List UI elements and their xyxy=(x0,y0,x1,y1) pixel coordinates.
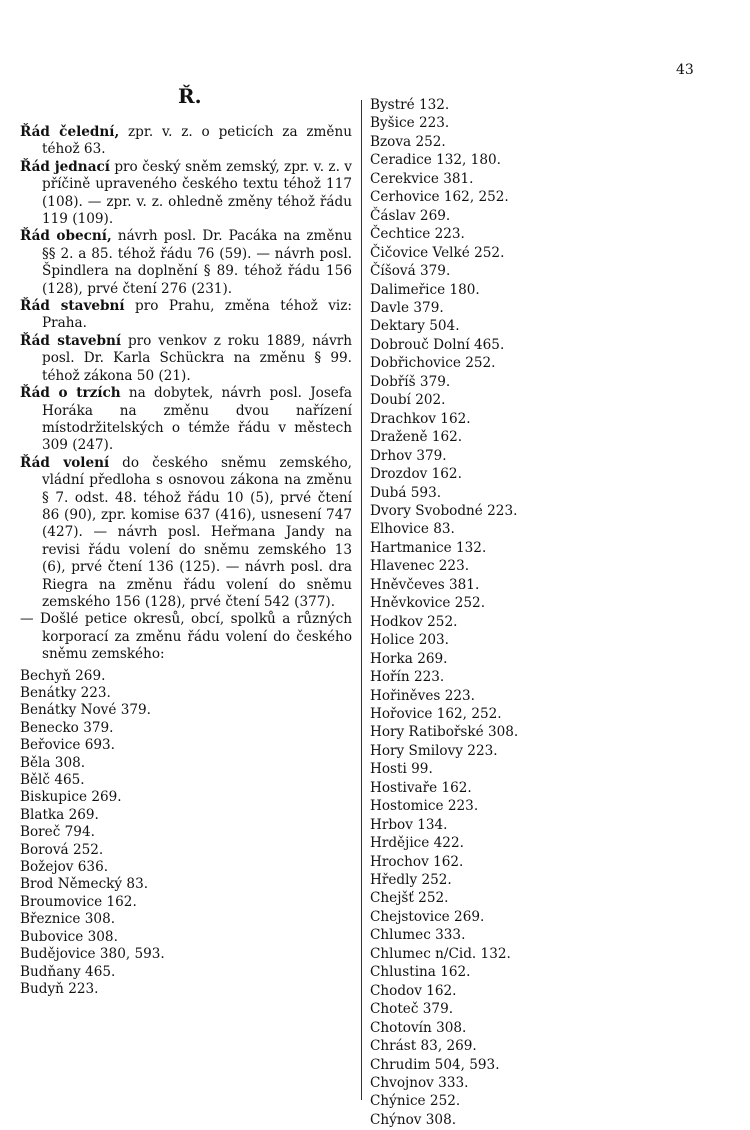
place-entry: Budějovice 380, 593. xyxy=(20,946,165,963)
place-entry: Chlumec n/Cid. 132. xyxy=(370,945,511,962)
index-entry xyxy=(20,333,352,385)
place-entry: Hořiněves 223. xyxy=(370,687,475,704)
left-column xyxy=(20,124,352,998)
place-entry: Hněvčeves 381. xyxy=(370,576,480,593)
place-entry: Broumovice 162. xyxy=(20,893,137,910)
place-entry: Hrbov 134. xyxy=(370,816,448,833)
place-entry: Hosti 99. xyxy=(370,761,433,778)
place-entry: Chlustina 162. xyxy=(370,964,471,981)
place-entry: Benátky 223. xyxy=(20,685,111,701)
entry-heading: Řád stavební xyxy=(20,332,122,349)
place-entry: Chodov 162. xyxy=(370,982,457,999)
place-entry: Hořín 223. xyxy=(370,669,445,686)
place-entry: Bubovice 308. xyxy=(20,928,118,945)
place-entry: Hartmanice 132. xyxy=(370,539,487,556)
place-entry: Holice 203. xyxy=(370,632,449,649)
place-entry: Bělč 465. xyxy=(20,772,85,789)
page-number: 43 xyxy=(676,62,694,78)
place-entry: Čáslav 269. xyxy=(370,207,451,224)
index-entry xyxy=(20,124,352,159)
index-entry xyxy=(20,611,352,663)
place-entry: Hodkov 252. xyxy=(370,613,458,630)
entry-text: do českého sněmu zemského, vládní předloha s osnovou zákona na změnu § 7. odst. 48. téhož řádu 10 (5), prvé čtení 86 (90), zpr. komise 637 (416), usnesení 747 (427). — návrh posl. Heřmana Jandy na revisi řádu volení do sněmu zemského 13 (6), prvé čtení 136 (125). — návrh posl. dra Riegra na změnu řádu volení do sněmu zemského 156 (128), prvé čtení 542 (377). xyxy=(42,454,352,610)
place-entry: Hlavenec 223. xyxy=(370,558,470,575)
entry-heading: Řád obecní, xyxy=(20,228,112,245)
index-entry xyxy=(20,385,352,455)
petition-place-list xyxy=(20,668,352,999)
entry-heading: Řád čelední, xyxy=(20,124,120,140)
entry-heading: Řád jednací xyxy=(20,158,110,175)
place-entry: Chejšť 252. xyxy=(370,890,449,907)
place-entry: Hostivaře 162. xyxy=(370,779,472,796)
place-entry: Chýnice 252. xyxy=(370,1093,461,1110)
place-entry: Dalimeřice 180. xyxy=(370,281,480,298)
place-entry: Číšová 379. xyxy=(370,263,451,280)
index-entry xyxy=(20,298,352,333)
right-column-place-list xyxy=(370,96,570,1129)
place-entry: Byšice 223. xyxy=(370,115,450,132)
place-entry: Chýnov 308. xyxy=(370,1111,457,1128)
entry-text: pro Prahu, změna téhož viz: Praha. xyxy=(42,298,353,332)
place-entry: Ceradice 132, 180. xyxy=(370,152,501,169)
place-entry: Čechtice 223. xyxy=(370,226,465,243)
entry-heading: Řád stavební xyxy=(20,298,125,315)
place-entry: Drhov 379. xyxy=(370,447,447,464)
place-entry: Dobřichovice 252. xyxy=(370,355,496,372)
entry-text: na dobytek, návrh posl. Josefa Horáka na změnu dvou nařízení místodržitelských o témže řádu v městech 309 (247). xyxy=(42,385,352,454)
place-entry: Drozdov 162. xyxy=(370,466,462,483)
place-entry: Dobrouč Dolní 465. xyxy=(370,336,505,353)
place-entry: Hořovice 162, 252. xyxy=(370,705,502,722)
place-entry: Hory Smilovy 223. xyxy=(370,742,498,759)
place-entry: Chejstovice 269. xyxy=(370,908,485,925)
place-entry: Březnice 308. xyxy=(20,911,116,928)
entry-text: návrh posl. Dr. Pacáka na změnu §§ 2. a 85. téhož řádu 76 (59). — návrh posl. Špindlera na doplnění § 89. téhož řádu 156 (128), prvé čtení 276 (231). xyxy=(42,228,353,297)
place-entry: Bechyň 269. xyxy=(20,667,106,684)
place-entry: Choteč 379. xyxy=(370,1001,454,1018)
place-entry: Boreč 794. xyxy=(20,824,95,841)
entry-text: — Došlé petice okresů, obcí, spolků a různých korporací za změnu řádu volení do českého sněmu zemského: xyxy=(20,611,352,663)
entry-text: pro český sněm zemský, zpr. v. z. v příčině upraveného českého textu téhož 117 (108). — zpr. v. z. ohledně změny téhož řádu 119 (109). xyxy=(42,158,352,228)
place-entry: Chrudim 504, 593. xyxy=(370,1056,500,1073)
place-entry: Doubí 202. xyxy=(370,392,446,409)
index-entry xyxy=(20,455,352,612)
place-entry: Drachkov 162. xyxy=(370,410,471,427)
place-entry: Elhovice 83. xyxy=(370,521,455,538)
index-entry xyxy=(20,228,352,298)
place-entry: Hrdějice 422. xyxy=(370,835,464,852)
place-entry: Chrást 83, 269. xyxy=(370,1038,477,1055)
place-entry: Budňany 465. xyxy=(20,963,116,980)
place-entry: Božejov 636. xyxy=(20,859,109,876)
place-entry: Hory Ratibořské 308. xyxy=(370,724,519,741)
entry-heading: Řád o trzích xyxy=(20,385,121,402)
place-entry: Brod Německý 83. xyxy=(20,876,149,893)
place-entry: Hrochov 162. xyxy=(370,853,464,870)
place-entry: Cerekvice 381. xyxy=(370,170,474,187)
column-divider xyxy=(361,100,362,1100)
entry-heading: Řád volení xyxy=(20,454,110,471)
place-entry: Dubá 593. xyxy=(370,484,442,501)
place-entry: Biskupice 269. xyxy=(20,789,122,806)
place-entry: Chvojnov 333. xyxy=(370,1075,469,1092)
place-entry: Benecko 379. xyxy=(20,719,114,736)
place-entry: Dobříš 379. xyxy=(370,373,451,390)
place-entry: Chotovín 308. xyxy=(370,1019,467,1036)
place-entry: Hněvkovice 252. xyxy=(370,595,486,612)
place-entry: Beřovice 693. xyxy=(20,737,115,754)
place-entry: Benátky Nové 379. xyxy=(20,702,151,719)
place-entry: Čičovice Velké 252. xyxy=(370,244,505,261)
place-entry: Cerhovice 162, 252. xyxy=(370,189,509,206)
place-entry: Dektary 504. xyxy=(370,318,460,335)
place-entry: Dvory Svobodné 223. xyxy=(370,502,518,519)
entry-text: pro venkov z roku 1889, návrh posl. Dr. Karla Schückra na změnu § 99. téhož zákona 50 (21). xyxy=(42,332,352,384)
place-entry: Blatka 269. xyxy=(20,806,99,823)
place-entry: Borová 252. xyxy=(20,841,104,858)
place-entry: Hostomice 223. xyxy=(370,798,479,815)
entry-text: zpr. v. z. o peticích za změnu téhož 63. xyxy=(42,124,352,158)
place-entry: Budyň 223. xyxy=(20,980,99,997)
place-entry: Chlumec 333. xyxy=(370,927,466,944)
index-entry xyxy=(20,159,352,229)
place-entry: Draženě 162. xyxy=(370,429,463,446)
place-entry: Bzova 252. xyxy=(370,133,446,150)
place-entry: Davle 379. xyxy=(370,299,444,316)
place-entry: Horka 269. xyxy=(370,650,448,667)
place-entry: Bystré 132. xyxy=(370,97,450,113)
index-entries xyxy=(20,124,352,664)
place-entry: Běla 308. xyxy=(20,754,86,771)
section-heading: Ř. xyxy=(178,84,202,108)
place-entry: Hředly 252. xyxy=(370,872,452,889)
